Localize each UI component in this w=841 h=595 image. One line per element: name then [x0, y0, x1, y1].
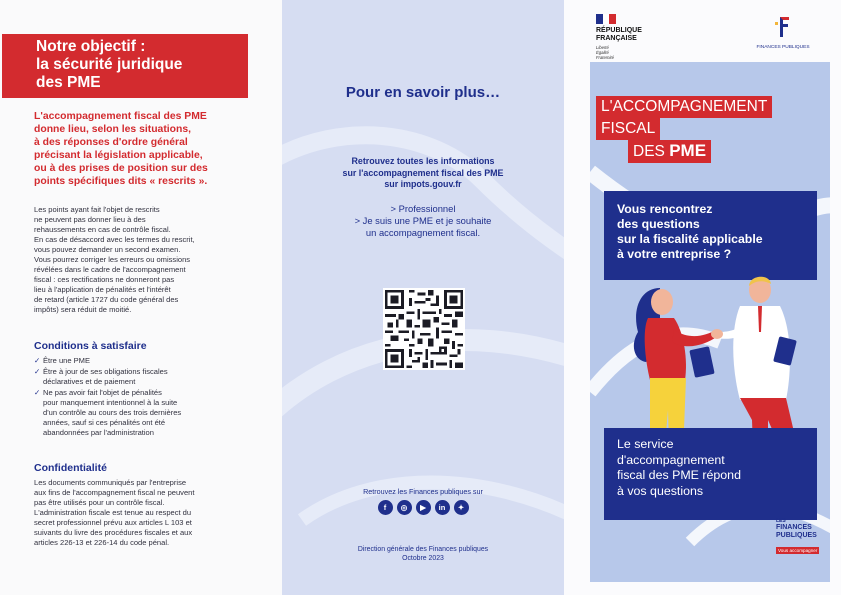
more-info-heading: Pour en savoir plus… — [345, 84, 501, 101]
cover-title-line-1: L'ACCOMPAGNEMENT — [596, 96, 772, 118]
list-item: ✓ Ne pas avoir fait l'objet de pénalités pour manquement intentionnel à la suite d'un contrôle au cours des trois dernières années, sauf si ces pénalités ont été abandonnées par l'administration — [34, 388, 182, 437]
facebook-icon[interactable]: f — [378, 500, 393, 515]
youtube-icon[interactable]: ▶ — [416, 500, 431, 515]
confidentiality-paragraph: Les documents communiqués par l'entreprise aux fins de l'accompagnement fiscal ne peuvent pas être utilisés pour un contrôle fiscal. L'administration fiscale est tenue au respect du secret professionnel prévu aux articles L 103 et suivants du livre des procédures fiscales et aux articles 226-13 et 226-14 du code pénal. — [34, 478, 195, 547]
info-text: Retrouvez toutes les informations sur l'accompagnement fiscal des PME sur impots.gouv.fr — [342, 156, 504, 189]
cover-title-line-2: FISCAL — [596, 118, 660, 140]
cover-title-line-3: DES PME — [628, 140, 711, 163]
service-box: Le service d'accompagnement fiscal des PME répond à vos questions — [604, 428, 817, 520]
check-icon: ✓ — [34, 388, 41, 397]
confidentiality-title: Confidentialité — [34, 462, 107, 474]
qr-code[interactable] — [383, 288, 465, 370]
objective-title: Notre objectif : la sécurité juridique des PME — [2, 34, 248, 98]
conditions-list — [34, 356, 260, 439]
instagram-icon[interactable]: ◎ — [397, 500, 412, 515]
check-icon: ✓ — [34, 356, 41, 365]
publisher-footer: Direction générale des Finances publiques Octobre 2023 — [357, 546, 489, 562]
question-box: Vous rencontrez des questions sur la fiscalité applicable à votre entreprise ? — [604, 191, 817, 280]
left-panel — [0, 0, 282, 595]
lead-paragraph: L'accompagnement fiscal des PME donne lieu, selon les situations, à des réponses d'ordre général précisant la législation applicable, ou à des prises de position sur des points spécifiques dits « rescrits ». — [34, 111, 208, 188]
social-links — [282, 500, 564, 515]
middle-panel — [282, 0, 564, 595]
qr-code-icon — [385, 290, 463, 368]
follow-text: Retrouvez les Finances publiques sur — [363, 487, 483, 496]
finances-publiques-emblem-icon — [774, 14, 792, 38]
list-item: ✓ Être une PME — [34, 356, 90, 365]
check-icon: ✓ — [34, 367, 41, 376]
right-panel — [564, 0, 841, 595]
finances-publiques-logo: FINANCES PUBLIQUES — [748, 14, 818, 50]
conditions-title: Conditions à satisfaire — [34, 340, 147, 352]
linkedin-icon[interactable]: in — [435, 500, 450, 515]
navigation-path: > Professionnel > Je suis une PME et je souhaite un accompagnement fiscal. — [354, 203, 492, 238]
twitter-icon[interactable]: ✦ — [454, 500, 469, 515]
rescrit-paragraph: Les points ayant fait l'objet de rescrits ne peuvent pas donner lieu à des rehaussements en cas de contrôle fiscal. En cas de désaccord avec les termes du rescrit, vous pouvez demander un second examen. Vous pourrez corriger les erreurs ou omissions révélées dans le cadre de l'accompagnement fiscal : ces rectifications ne donneront pas lieu à l'application de pénalités et l'intérêt de retard (article 1727 du code général des impôts) sera réduit de moitié. — [34, 205, 195, 314]
finances-publiques-brand-logo: LES FINANCES PUBLIQUES Vous accompagner — [776, 518, 818, 553]
republique-francaise-logo: RÉPUBLIQUE FRANÇAISE Liberté Égalité Fraternité — [596, 14, 642, 60]
list-item: ✓ Être à jour de ses obligations fiscales déclaratives et de paiement — [34, 367, 168, 386]
french-flag-icon — [596, 14, 616, 24]
